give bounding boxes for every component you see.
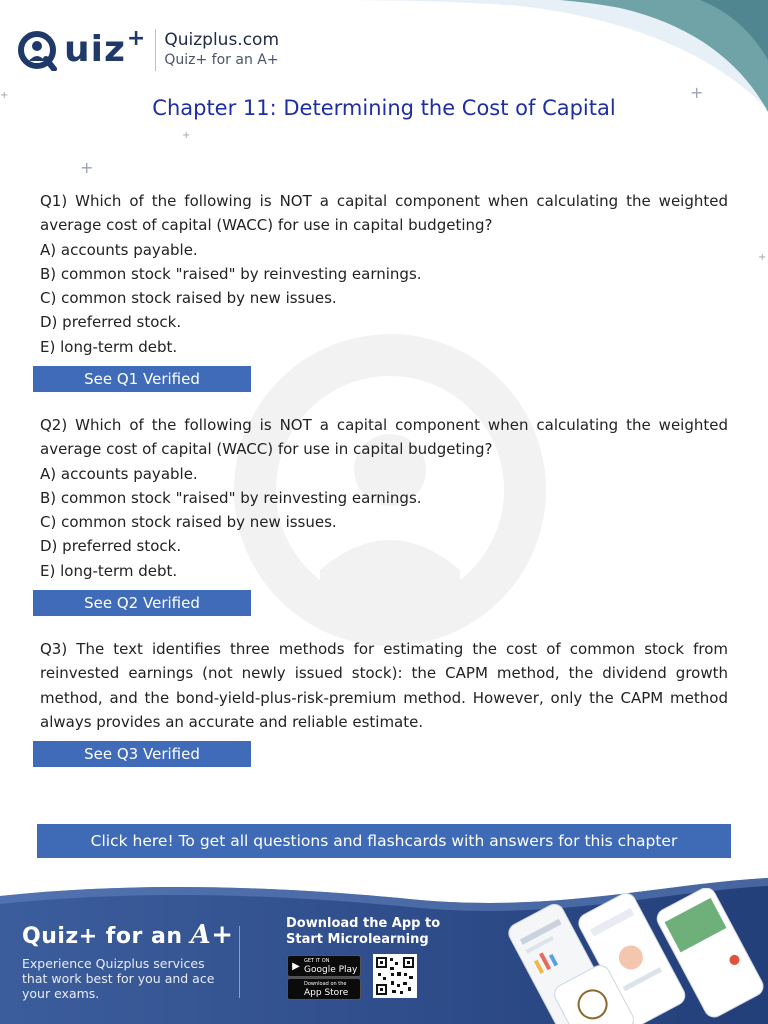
app-store-label: App Store	[304, 988, 349, 998]
footer-brand-aplus: A+	[190, 920, 234, 950]
question-text: Q2) Which of the following is NOT a capital component when calculating the weighted average cost of capital (WACC) for use in capital budgeting?	[40, 416, 728, 459]
see-q3-answer-button[interactable]: See Q3 Verified Answer	[33, 741, 251, 767]
site-tagline: Quiz+ for an A+	[164, 52, 279, 68]
plus-icon: +	[0, 90, 9, 101]
logo-plus: +	[126, 25, 146, 51]
logo-q-icon	[16, 29, 58, 71]
plus-icon: +	[182, 130, 191, 141]
question-text: Q3) The text identifies three methods for estimating the cost of common stock from reinvested earnings (not newly issued stock): the CAPM method, the dividend growth method, and the bond-yield-plus-risk-premium method. However, only the CAPM method always provides an accurate and reliable estimate.	[40, 640, 728, 731]
logo-text	[164, 30, 279, 70]
google-play-small: GET IT ON	[304, 958, 330, 964]
footer-divider	[239, 926, 240, 998]
logo-divider	[155, 29, 156, 71]
question-1	[40, 189, 728, 359]
footer-brand-text: Quiz+ for an	[22, 924, 183, 949]
logo-wordmark: uiz	[64, 29, 126, 70]
download-line-1: Download the App to	[286, 916, 441, 931]
plus-icon: +	[690, 83, 704, 102]
see-q1-answer-button[interactable]: See Q1 Verified Answer	[33, 366, 251, 392]
footer-description: Experience Quizplus services that work best for you and ace your exams.	[22, 956, 215, 1001]
answer-option: A) accounts payable.	[40, 464, 198, 483]
google-play-icon: ▶	[292, 960, 300, 972]
answer-option: C) common stock raised by new issues.	[40, 289, 337, 308]
answer-option: D) preferred stock.	[40, 313, 182, 332]
google-play-button[interactable]	[287, 955, 361, 977]
download-line-2: Start Microlearning	[286, 932, 429, 947]
question-2	[40, 413, 728, 583]
answer-option: B) common stock "raised" by reinvesting earnings.	[40, 488, 422, 507]
all-questions-cta-button[interactable]: Click here! To get all questions and flashcards with answers for this chapter	[37, 824, 731, 858]
site-name: Quizplus.com	[164, 30, 280, 50]
answer-option: C) common stock raised by new issues.	[40, 513, 337, 532]
answer-option: D) preferred stock.	[40, 537, 182, 556]
app-store-button[interactable]	[287, 978, 361, 1000]
qr-code-icon[interactable]	[373, 954, 417, 998]
answer-option: E) long-term debt.	[40, 561, 178, 580]
plus-icon: +	[758, 252, 767, 263]
footer-brand	[22, 920, 233, 950]
see-q2-answer-button[interactable]: See Q2 Verified Answer	[33, 590, 251, 616]
answer-option: E) long-term debt.	[40, 337, 178, 356]
app-store-small: Download on the	[304, 981, 347, 987]
app-phones-illustration	[500, 888, 768, 1024]
answer-option: B) common stock "raised" by reinvesting earnings.	[40, 264, 422, 283]
question-text: Q1) Which of the following is NOT a capital component when calculating the weighted average cost of capital (WACC) for use in capital budgeting?	[40, 192, 728, 235]
plus-icon: +	[80, 158, 94, 177]
question-3	[40, 637, 728, 734]
footer-download-text	[286, 916, 440, 948]
chapter-title: Chapter 11: Determining the Cost of Capital	[152, 96, 616, 120]
google-play-label: Google Play	[304, 965, 358, 975]
answer-option: A) accounts payable.	[40, 240, 198, 259]
site-logo[interactable]	[16, 26, 279, 74]
